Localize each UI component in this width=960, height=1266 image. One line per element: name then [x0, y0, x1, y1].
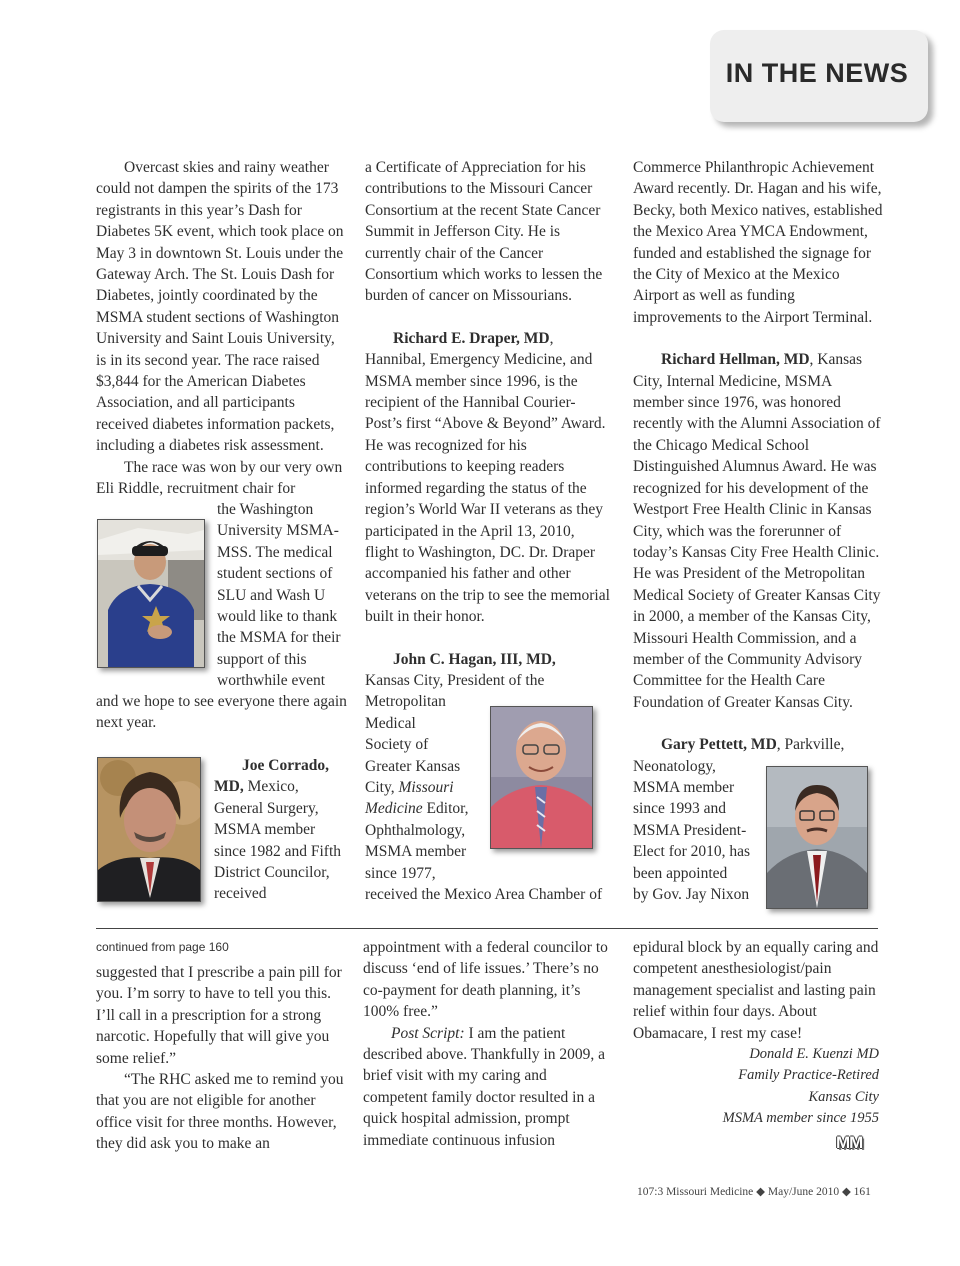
pettett-line-4: since 1993 and — [633, 800, 726, 818]
gary-pettett-photo — [766, 766, 868, 909]
pettett-name: Gary Pettett, MD — [661, 736, 777, 754]
continued-c2-ps — [363, 1023, 613, 1151]
continued-c1-p1: suggested that I prescribe a pain pill for you. I’m sorry to have to tell you this. I’ll call in a prescription for a strong narcotic. Hopefully that will give you some relief.” — [96, 964, 342, 1067]
dash-end-text: and we hope to see everyone there again next year. — [96, 693, 347, 732]
hagan-line-7a: Medicine — [365, 800, 423, 818]
pettett-line-8: by Gov. Jay Nixon — [633, 886, 750, 903]
continued-c1-p2: “The RHC asked me to remind you that you are not eligible for another office visit for three months. However, they did ask you to make an — [96, 1071, 344, 1153]
hagan-line-3: Medical — [365, 714, 416, 732]
continued-column-2 — [363, 937, 613, 1151]
pettett-line-3: MSMA member — [633, 778, 735, 796]
corrado-item — [214, 755, 348, 905]
column-1 — [96, 157, 348, 500]
dash-paragraph: Overcast skies and rainy weather could not dampen the spirits of the 173 registrants in this year’s Dash for Diabetes 5K event, which took place on May 3 in downtown St. Louis under the Gateway Arch. The St. Louis Dash for Diabetes, jointly coordinated by the MSMA student sections of Washington University and Saint Louis University, is in its second year. The race raised $3,844 for the American Diabetes Association, and all participants received diabetes information packets, including a diabetes risk assessment. — [96, 159, 344, 455]
corrado-text: Mexico, General Surgery, MSMA member since 1982 and Fifth District Councilor, received — [214, 778, 341, 903]
signature-name: Donald E. Kuenzi MD — [749, 1046, 879, 1063]
john-hagan-photo — [490, 706, 593, 849]
hellman-paragraph — [633, 349, 885, 713]
continued-label: continued from page 160 — [96, 940, 229, 954]
page-footer: 107:3 Missouri Medicine ◆ May/June 2010 ◆ 161 — [637, 1186, 871, 1198]
hagan-line-2: Metropolitan — [365, 693, 446, 711]
corrado-paragraph — [214, 755, 348, 905]
hagan-line-6b: Missouri — [398, 778, 454, 796]
pettett-line-1 — [633, 734, 885, 755]
hagan-line-11: received the Mexico Area Chamber of — [365, 886, 603, 903]
hagan-line-8: Ophthalmology, — [365, 821, 466, 839]
hagan-line-6a: City, — [365, 778, 399, 796]
continued-column-1 — [96, 962, 348, 1155]
section-title: IN THE NEWS — [725, 58, 909, 88]
hagan-continued: Commerce Philanthropic Achievement Award recently. Dr. Hagan and his wife, Becky, both Mexico natives, established the Mexico Area YMCA Endowment, funded and established the signage for the City of Mexico at the Mexico Airport as well as funding improvements to the Airport Terminal. — [633, 159, 883, 326]
hagan-line-7b: Editor, — [422, 800, 469, 818]
pettett-line-6: Elect for 2010, has — [633, 843, 751, 861]
hagan-line-1: Kansas City, President of the — [365, 671, 545, 689]
hagan-line-5: Greater Kansas — [365, 757, 461, 775]
corrado-name: Joe Corrado, MD, — [214, 757, 329, 796]
continued-c2-p1: appointment with a federal councilor to discuss ‘end of life issues.’ There’s no co-payment for death planning, it’s 100% free.” — [363, 939, 608, 1021]
dash-wrap-text: the Washington University MSMA-MSS. The medical student sections of SLU and Wash U would like to thank the MSMA for their support of this worthwhile event — [217, 501, 341, 690]
continued-column-3 — [633, 937, 879, 1130]
eli-riddle-photo — [97, 519, 205, 668]
continued-c3-p1: epidural block by an equally caring and competent anesthesiologist/pain management specialist and lasting pain relief within four days. About Obamacare, I rest my case! — [633, 939, 879, 1042]
hellman-name: Richard Hellman, MD — [661, 351, 810, 369]
dash-paragraph-2-intro: The race was won by our very own Eli Riddle, recruitment chair for — [96, 458, 343, 498]
pettett-line-2: Neonatology, — [633, 757, 716, 775]
hagan-line-9: MSMA member — [365, 843, 467, 861]
postscript-text: I am the patient described above. Thankfully in 2009, a brief visit with my caring and competent family doctor resulted in a quick hospital admission, prompt immediate continuous infusion — [363, 1024, 606, 1149]
hagan-name-line — [365, 649, 611, 670]
hagan-name: John C. Hagan, III, MD, — [393, 650, 556, 668]
pettett-line-1-text: , Parkville, — [776, 736, 845, 754]
hagan-line-10: since 1977, — [365, 864, 436, 882]
dash-paragraph-2-wrap — [217, 499, 347, 692]
corrado-continued: a Certificate of Appreciation for his contributions to the Missouri Cancer Consortium at the recent State Cancer Summit in Jefferson City. He is currently chair of the Cancer Consortium which works to lessen the burden of cancer on Missourians. — [365, 159, 603, 305]
section-divider — [96, 928, 878, 929]
draper-name: Richard E. Draper, MD — [393, 329, 550, 347]
draper-paragraph — [365, 328, 611, 628]
pettett-line-7: been appointed — [633, 864, 728, 882]
draper-text: , Hannibal, Emergency Medicine, and MSMA member since 1996, is the recipient of the Hannibal Courier-Post’s first “Above & Beyond” Award. He was recognized for his contributions to keeping readers informed regarding the status of the region’s World War II veterans as they participated in the April 13, 2010, flight to Washington, DC. Dr. Draper accompanied his father and other veterans on the trip to see the memorial built in their honor. — [365, 329, 610, 626]
pettett-line-5: MSMA President- — [633, 821, 747, 839]
signature-city: Kansas City — [808, 1088, 879, 1105]
joe-corrado-photo — [97, 757, 201, 902]
signature-member: MSMA member since 1955 — [722, 1110, 879, 1127]
signature-title: Family Practice-Retired — [738, 1067, 879, 1084]
dash-paragraph-2-end — [96, 691, 348, 734]
end-mark-logo: MM — [836, 1133, 863, 1152]
hagan-line-4: Society of — [365, 736, 429, 754]
postscript-label: Post Script: — [391, 1024, 465, 1042]
hellman-text: , Kansas City, Internal Medicine, MSMA member since 1976, was honored recently with the Alumni Association of the Chicago Medical School Distinguished Alumnus Award. He was recognized for his development of the Westport Free Health Clinic in Kansas City, which was the forerunner of today’s Kansas City Free Health Clinic. He was President of the Metropolitan Medical Society of Greater Kansas City in 2000, a member of the Kansas City, Missouri Health Commission, and a member of the Community Advisory Committee for the Health Care Foundation of Greater Kansas City. — [633, 351, 881, 711]
